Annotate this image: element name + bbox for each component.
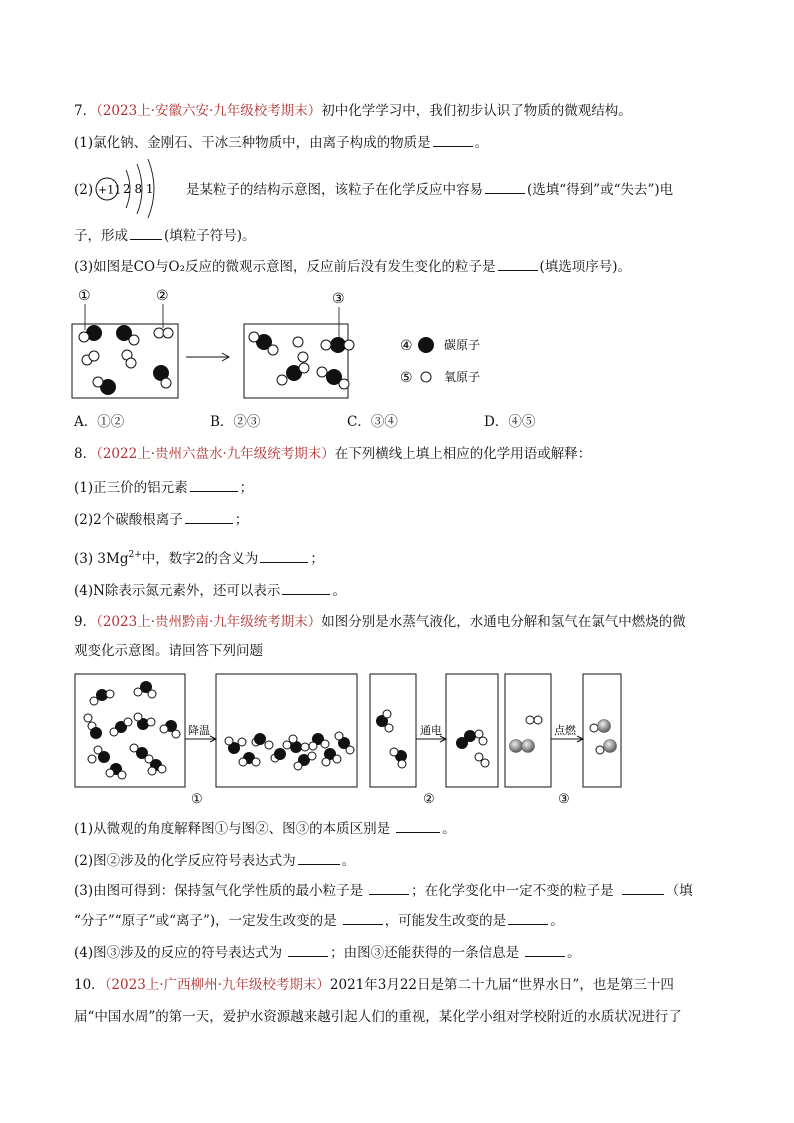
q7-part1: [74, 133, 488, 153]
q8-part3-end: ；: [310, 551, 324, 567]
q10-source: （2023上·广西柳州·九年级校考期末）: [104, 977, 330, 993]
hydrogen-chlorine-molecules: [510, 716, 543, 753]
q8-part2-text: (2)2个碳酸根离子: [74, 512, 183, 528]
q9-part4: [74, 943, 581, 963]
q8-part3-blank[interactable]: [260, 549, 308, 563]
q9-part1-blank[interactable]: [396, 819, 440, 833]
q8-part4-end: 。: [332, 583, 346, 599]
q7-stem: [74, 101, 632, 121]
q9-stem: [74, 612, 686, 632]
q10-stem: [74, 975, 674, 995]
q7-part2: [186, 180, 673, 200]
q7-part2-line2-text: 子，形成: [74, 228, 128, 244]
q9-source: （2023上·贵州黔南·九年级统考期末）: [96, 614, 322, 630]
q8-part3-sup: 2+: [128, 550, 142, 560]
q9-part4-blank2[interactable]: [525, 943, 565, 957]
q9-part4-text-b: ；由图③还能获得的一条信息是: [330, 945, 520, 961]
q7-part2-text2: (选填“得到”或“失去”)电: [527, 182, 674, 198]
q7-part3-end: (填选项序号)。: [539, 259, 632, 275]
q8-part3-post: 中，数字2的含义为: [141, 551, 259, 567]
after-molecules: [249, 332, 354, 389]
q9-stem-text: 如图分别是水蒸气液化，水通电分解和氢气在氯气中燃烧的微: [321, 614, 686, 630]
q9-part3-text-f: 。: [550, 913, 564, 929]
vapor-molecules: [84, 681, 180, 779]
q9-part3-text-e: ，可能发生改变的是: [384, 913, 507, 929]
oxygen-atom-icon: [421, 372, 431, 382]
before-molecules: [79, 325, 173, 395]
q8-part1-text: (1)正三价的铝元素: [74, 480, 188, 496]
q9-part4-text-c: 。: [567, 945, 581, 961]
q9-part3-blank4[interactable]: [508, 911, 548, 925]
q8-part4: [74, 581, 346, 601]
q9-part3-text-d: “分子”“原子”或“离子”)，一定发生改变的是: [74, 913, 337, 929]
q7-part2-label: (2): [74, 182, 94, 198]
atom-shell-electrons: 2 8 1: [123, 182, 154, 196]
q7-part2-blank2[interactable]: [130, 226, 162, 240]
liquid-molecules: [225, 732, 354, 770]
q7-part1-end: 。: [474, 135, 489, 151]
q9-part3-text-b: ；在化学变化中一定不变的粒子是: [411, 883, 614, 899]
q8-part1-blank[interactable]: [190, 478, 238, 492]
q9-part3-blank1[interactable]: [369, 881, 409, 895]
q7-part3: [74, 257, 631, 277]
q7-part3-blank[interactable]: [498, 257, 538, 271]
q9-part2-end: 。: [341, 853, 356, 869]
q7-option-a[interactable]: A．①②: [74, 414, 125, 430]
carbon-atom-icon: [418, 337, 434, 353]
q9-part4-blank1[interactable]: [288, 943, 328, 957]
q8-part2: [74, 510, 248, 530]
legend-label-5: ⑤: [400, 370, 413, 386]
q7-part2-line2: [74, 226, 256, 246]
q9-part3-blank3[interactable]: [343, 911, 383, 925]
label-circle-2: ②: [156, 288, 169, 304]
co-o2-reaction-diagram: [70, 284, 530, 402]
q7-option-b[interactable]: B．②③: [210, 414, 261, 430]
q9-part2-text: (2)图②涉及的化学反应符号表达式为: [74, 853, 296, 869]
q9-part3-line2: [74, 911, 564, 931]
figure-number-2: ②: [423, 792, 435, 807]
q8-number: 8．: [74, 446, 97, 462]
q10-number: 10．: [74, 977, 105, 993]
q9-part3-blank2[interactable]: [622, 881, 664, 895]
q7-number: 7．: [74, 103, 97, 119]
q9-part1: [74, 819, 456, 839]
label-circle-1: ①: [78, 288, 91, 304]
q9-part3-text-c: （填: [665, 883, 693, 899]
q8-part3: [74, 545, 324, 569]
q8-part1: [74, 478, 253, 498]
q9-part2: [74, 851, 355, 871]
q9-number: 9．: [74, 614, 97, 630]
hydrogen-chloride-molecules: [590, 720, 617, 755]
legend-carbon: 碳原子: [444, 338, 481, 352]
electrolysis-products: [456, 730, 489, 767]
q7-part3-text: (3)如图是CO与O₂反应的微观示意图，反应前后没有发生变化的粒子是: [74, 259, 496, 275]
q8-part3-pre: (3) 3Mg: [74, 551, 129, 567]
q7-stem-text: 初中化学学习中，我们初步认识了物质的微观结构。: [321, 103, 632, 119]
q7-part2-text: 是某粒子的结构示意图，该粒子在化学反应中容易: [186, 182, 483, 198]
q7-part2-blank1[interactable]: [485, 180, 525, 194]
q7-part1-text: (1)氯化钠、金刚石、干冰三种物质中，由离子构成的物质是: [74, 135, 431, 151]
q7-option-c[interactable]: C．③④: [347, 414, 398, 430]
q9-part4-text-a: (4)图③涉及的反应的符号表达式为: [74, 945, 283, 961]
arrow-label-electrify: 通电: [420, 724, 442, 737]
q8-part4-text: (4)N除表示氮元素外，还可以表示: [74, 583, 281, 599]
q7-option-d[interactable]: D．④⑤: [484, 414, 536, 430]
atom-nucleus-label: +11: [98, 183, 122, 197]
q8-part1-end: ；: [239, 480, 254, 496]
q7-source: （2023上·安徽六安·九年级校考期末）: [96, 103, 322, 119]
arrow-label-ignite: 点燃: [554, 724, 576, 737]
q9-part2-blank[interactable]: [298, 851, 340, 865]
q9-part3: [74, 881, 693, 901]
q9-part1-end: 。: [442, 821, 456, 837]
q7-part2-line2-end: (填粒子符号)。: [164, 228, 256, 244]
legend-label-4: ④: [400, 338, 413, 354]
q8-stem: [74, 444, 591, 464]
label-circle-3: ③: [332, 291, 345, 307]
legend-oxygen: 氧原子: [444, 370, 481, 384]
q8-part2-blank[interactable]: [185, 510, 233, 524]
figure-number-3: ③: [558, 792, 570, 807]
q8-source: （2022上·贵州六盘水·九年级统考期末）: [96, 446, 335, 462]
q10-stem-line2: 届“中国水周”的第一天，爱护水资源越来越引起人们的重视，某化学小组对学校附近的水质状况进行了: [74, 1009, 682, 1025]
water-molecules-before-electrolysis: [376, 710, 407, 768]
figure-number-1: ①: [191, 792, 203, 807]
q8-part2-end: ；: [234, 512, 249, 528]
q10-stem-text: 2021年3月22日是第二十九届“世界水日”，也是第三十四: [329, 977, 674, 993]
q9-stem-line2: 观变化示意图。请回答下列问题: [74, 643, 263, 659]
q7-part1-blank[interactable]: [433, 133, 473, 147]
q8-stem-text: 在下列横线上填上相应的化学用语或解释：: [334, 446, 592, 462]
q9-part1-text: (1)从微观的角度解释图①与图②、图③的本质区别是: [74, 821, 391, 837]
q8-part4-blank[interactable]: [282, 581, 330, 595]
sodium-atom-structure-diagram: [90, 156, 170, 218]
q9-part3-text-a: (3)由图可得到：保持氢气化学性质的最小粒子是: [74, 883, 364, 899]
arrow-label-cool: 降温: [188, 724, 210, 737]
water-micro-diagram: [72, 670, 632, 808]
